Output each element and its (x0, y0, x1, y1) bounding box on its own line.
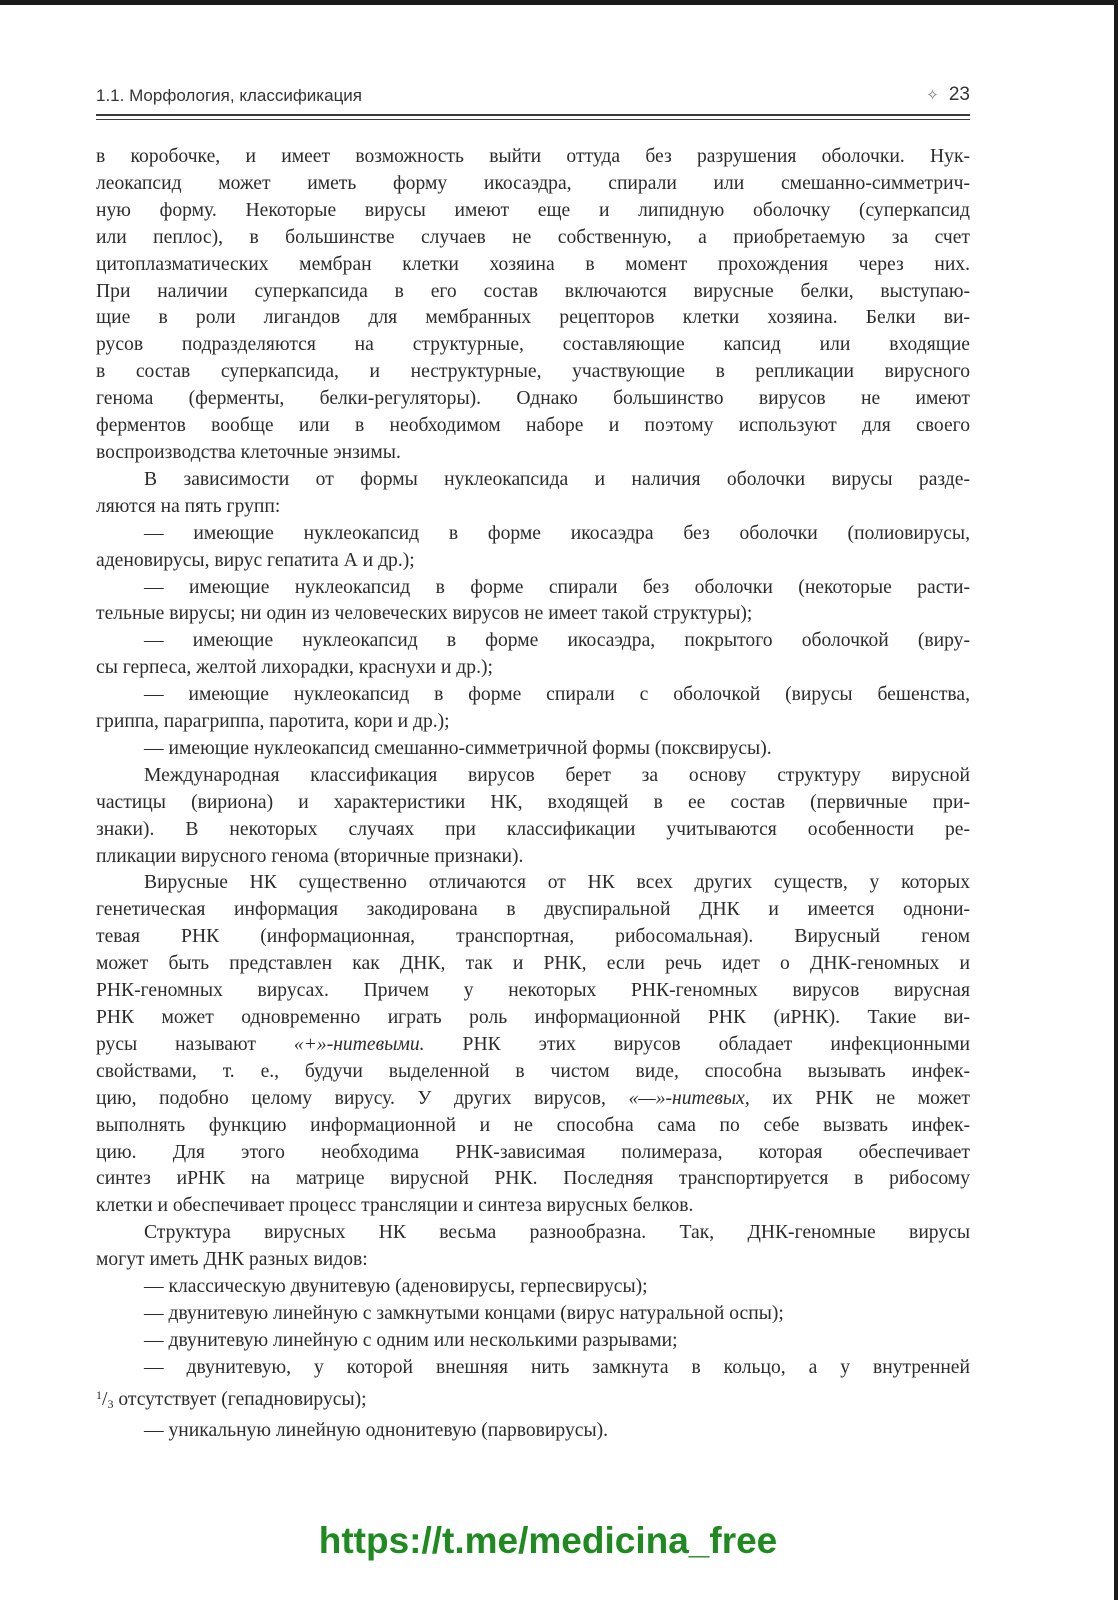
text-line: клетки и обеспечивает процесс трансляции и синтеза вирусных белков. (96, 1195, 694, 1217)
text-line: — имеющие нуклеокапсид в форме спирали с оболочкой (вирусы бешенства, (144, 684, 970, 706)
text-line: аденовирусы, вирус гепатита А и др.); (96, 549, 415, 571)
ornament-icon: ✧ (926, 87, 939, 104)
text-line: тельные вирусы; ни один из человеческих вирусов не имеет такой структуры); (96, 603, 753, 625)
text-line (96, 1382, 970, 1418)
text-line: ную форму. Некоторые вирусы имеют еще и липидную оболочку (суперкапсид (96, 199, 970, 221)
text-line: Структура вирусных НК весьма разнообразна. Так, ДНК-геномные вирусы (144, 1222, 970, 1244)
header-rule-thick (96, 114, 970, 116)
text-line: В зависимости от формы нуклеокапсида и наличия оболочки вирусы разде- (144, 468, 970, 490)
text-line: цию. Для этого необходима РНК-зависимая полимераза, которая обеспечивает (96, 1141, 970, 1163)
line-segment: РНК этих вирусов обладает инфекционными (424, 1033, 970, 1055)
running-head (96, 86, 970, 110)
right-border (1114, 0, 1118, 1600)
text-line (96, 1032, 970, 1059)
fraction-numerator: 1 (96, 1387, 102, 1402)
italic-term: «—»-нитевых, (628, 1087, 750, 1109)
text-line: частицы (вириона) и характеристики НК, входящей в ее состав (первичные при- (96, 791, 970, 813)
line-segment: отсутствует (гепадновирусы); (113, 1388, 367, 1410)
text-line: ляются на пять групп: (96, 495, 281, 517)
top-border (0, 0, 1118, 5)
text-line: свойствами, т. е., будучи выделенной в чистом виде, способна вызывать инфек- (96, 1060, 970, 1082)
line-segment: цию, подобно целому вирусу. У других вирусов, (96, 1087, 629, 1109)
text-line: — имеющие нуклеокапсид в форме икосаэдра, покрытого оболочкой (виру- (144, 630, 970, 652)
line-segment: русы называют (96, 1033, 294, 1055)
text-line: ферментов вообще или в необходимом наборе и поэтому используют для своего (96, 415, 970, 437)
italic-term: «+»-нитевыми. (293, 1033, 425, 1055)
body-text (96, 144, 970, 1445)
text-line: сы герпеса, желтой лихорадки, краснухи и др.); (96, 657, 493, 679)
text-line: могут иметь ДНК разных видов: (96, 1249, 368, 1271)
text-line: РНК-геномных вирусах. Причем у некоторых РНК-геномных вирусов вирусная (96, 980, 970, 1002)
section-title: 1.1. Морфология, классификация (96, 86, 363, 105)
text-line: выполнять функцию информационной и не способна сама по себе вызвать инфек- (96, 1114, 970, 1136)
text-line: может быть представлен как ДНК, так и РНК, если речь идет о ДНК-геномных и (96, 953, 970, 975)
text-line: Международная классификация вирусов берет за основу структуру вирусной (144, 764, 970, 786)
text-line: РНК может одновременно играть роль информационной РНК (иРНК). Такие ви- (96, 1007, 970, 1028)
text-line: генетическая информация закодирована в двуспиральной ДНК и имеется однони- (96, 899, 970, 921)
page-number: 23 (948, 84, 970, 105)
text-line: — имеющие нуклеокапсид в форме спирали без оболочки (некоторые расти- (144, 576, 970, 598)
text-line: щие в роли лигандов для мембранных рецепторов клетки хозяина. Белки ви- (96, 307, 970, 329)
text-line: синтез иРНК на матрице вирусной РНК. Последняя транспортируется в рибосому (96, 1168, 970, 1190)
text-line: — имеющие нуклеокапсид смешанно-симметричной формы (поксвирусы). (144, 737, 772, 759)
text-line: русов подразделяются на структурные, составляющие капсид или входящие (96, 334, 970, 356)
text-line: — двунитевую линейную с замкнутыми концами (вирус натуральной оспы); (144, 1302, 784, 1324)
text-line: При наличии суперкапсида в его состав включаются вирусные белки, выступаю- (96, 280, 970, 302)
text-line: — классическую двунитевую (аденовирусы, герпесвирусы); (144, 1276, 648, 1298)
text-line: пликации вирусного генома (вторичные признаки). (96, 845, 524, 867)
text-line: в коробочке, и имеет возможность выйти оттуда без разрушения оболочки. Нук- (96, 146, 970, 167)
text-line: Вирусные НК существенно отличаются от НК всех других существ, у которых (144, 872, 970, 894)
text-line: в состав суперкапсида, и неструктурные, участвующие в репликации вирусного (96, 361, 970, 383)
header-rule-thin (96, 119, 970, 120)
text-line (96, 1086, 970, 1113)
text-line: леокапсид может иметь форму икосаэдра, спирали или смешанно-симметрич- (96, 172, 970, 194)
text-line: воспроизводства клеточные энзимы. (96, 441, 401, 463)
text-line: — имеющие нуклеокапсид в форме икосаэдра без оболочки (полиовирусы, (144, 522, 970, 544)
fraction: $^1/_3$ (96, 1387, 114, 1411)
line-segment: их РНК не может (749, 1087, 970, 1109)
text-line: — двунитевую линейную с одним или несколькими разрывами; (144, 1329, 678, 1351)
fraction-denominator: 3 (107, 1396, 114, 1411)
text-line: цитоплазматических мембран клетки хозяина в момент прохождения через них. (96, 253, 970, 275)
text-line: или пеплос), в большинстве случаев не собственную, а приобретаемую за счет (96, 226, 970, 248)
text-line: тевая РНК (информационная, транспортная, рибосомальная). Вирусный геном (96, 926, 970, 948)
page-number-group (926, 84, 970, 106)
text-line: знаки). В некоторых случаях при классификации учитываются особенности ре- (96, 818, 970, 840)
telegram-link[interactable]: https://t.me/medicina_free (318, 1520, 778, 1561)
text-line: — уникальную линейную однонитевую (парвовирусы). (144, 1419, 609, 1441)
text-line: генома (ферменты, белки-регуляторы). Однако большинство вирусов не имеют (96, 388, 970, 410)
text-line: — двунитевую, у которой внешняя нить замкнута в кольцо, а у внутренней (144, 1356, 970, 1378)
text-line: гриппа, парагриппа, паротита, кори и др.); (96, 711, 450, 733)
